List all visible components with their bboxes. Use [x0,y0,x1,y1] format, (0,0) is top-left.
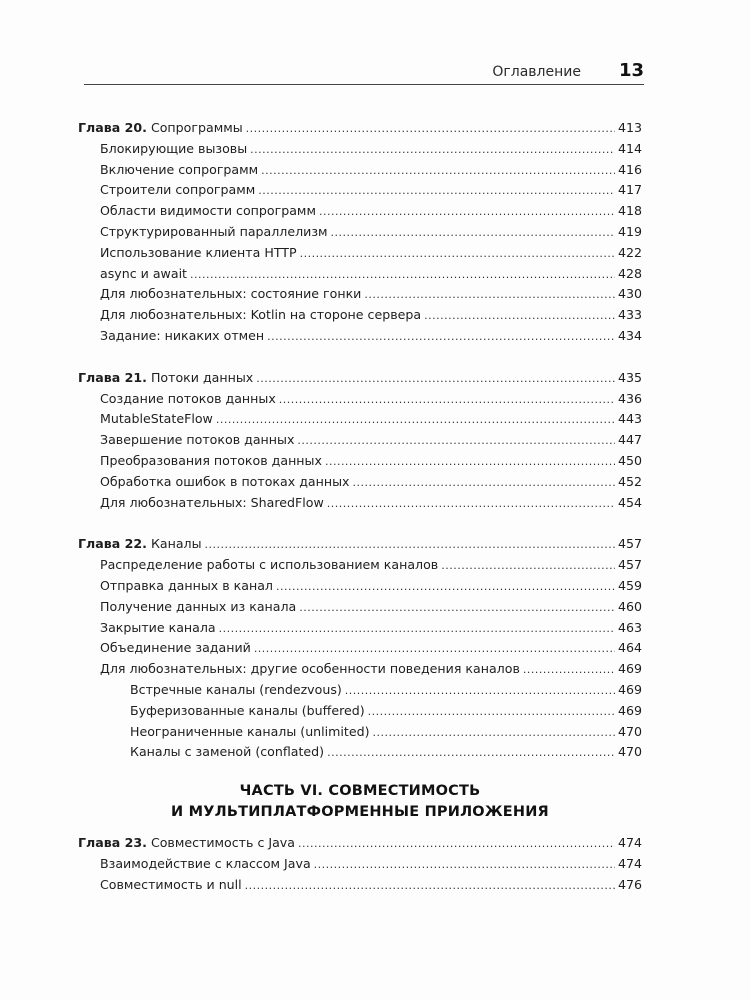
toc-page-number: 474 [617,855,642,871]
dot-leader [327,743,615,764]
chapter-prefix: Глава 23. [78,835,147,851]
toc-entry-label: Использование клиента HTTP [100,244,297,260]
toc-page-number: 435 [617,369,642,385]
toc-entry-label: Распределение работы с использованием каналов [100,557,439,573]
toc-entry-label: Отправка данных в канал [100,577,273,593]
toc-page-number: 457 [617,557,642,573]
toc-page-number: 428 [617,265,642,281]
dot-leader [250,140,615,161]
toc-page-number: 434 [617,327,642,343]
toc-entry[interactable] [78,618,642,639]
toc-page-number: 416 [617,161,642,177]
toc-page-number: 433 [617,307,642,323]
toc-entry-label: Создание потоков данных [100,390,276,406]
toc-entry[interactable] [78,555,642,576]
toc-entry[interactable] [78,638,642,659]
dot-leader [353,473,615,494]
dot-leader [276,577,615,598]
toc-page-number: 470 [617,744,642,760]
toc-page-number: 418 [617,203,642,219]
toc-entry-label: Области видимости сопрограмм [100,203,316,219]
toc-subentry[interactable] [78,680,642,701]
toc-chapter-23[interactable] [78,833,642,854]
toc-page-number: 452 [617,473,642,489]
toc-entry[interactable] [78,659,642,680]
dot-leader [279,390,615,411]
dot-leader [364,285,615,306]
toc-chapter-21[interactable] [78,368,642,389]
toc-entry-label: Для любознательных: другие особенности поведения каналов [100,661,520,677]
toc-page-number: 430 [617,286,642,302]
dot-leader [190,265,615,286]
toc-entry-label: Закрытие канала [100,619,216,635]
toc-page-number: 450 [617,452,642,468]
toc-entry[interactable] [78,180,642,201]
table-of-contents [78,118,642,896]
dot-leader [216,410,615,431]
toc-entry[interactable] [78,854,642,875]
toc-entry-label: Преобразования потоков данных [100,452,322,468]
toc-entry[interactable] [78,326,642,347]
section-gap [78,347,642,368]
toc-page-number: 474 [617,835,642,851]
toc-page-number: 422 [617,244,642,260]
toc-page-number: 476 [617,876,642,892]
toc-page-number: 469 [617,702,642,718]
toc-page-number: 413 [617,120,642,135]
toc-entry-label: Блокирующие вызовы [100,140,248,156]
dot-leader [256,369,615,390]
toc-page-number: 460 [617,598,642,614]
section-gap [78,513,642,534]
toc-page-number: 464 [617,640,642,656]
chapter-title: Сопрограммы [150,120,243,135]
dot-leader [319,202,615,223]
toc-entry[interactable] [78,139,642,160]
chapter-prefix: Глава 22. [78,536,147,552]
toc-entry[interactable] [78,222,642,243]
dot-leader [297,431,615,452]
running-header [84,60,644,82]
toc-entry-label: MutableStateFlow [100,411,213,427]
toc-entry-label: Объединение заданий [100,640,251,656]
toc-page-number: 457 [617,536,642,552]
dot-leader [245,876,615,897]
dot-leader [246,119,615,140]
toc-entry[interactable] [78,389,642,410]
toc-chapter-20[interactable] [78,118,642,139]
toc-entry-label: Завершение потоков данных [100,432,295,448]
dot-leader [254,639,615,660]
toc-entry-label: Встречные каналы (rendezvous) [130,681,342,697]
dot-leader [368,702,615,723]
toc-chapter-22[interactable] [78,534,642,555]
toc-entry[interactable] [78,493,642,514]
toc-entry-label: Структурированный параллелизм [100,223,328,239]
toc-subentry[interactable] [78,742,642,763]
header-rule [84,84,644,85]
toc-page-number: 447 [617,432,642,448]
dot-leader [345,681,615,702]
toc-page-number: 414 [617,140,642,156]
dot-leader [523,660,615,681]
toc-entry-label: Обработка ошибок в потоках данных [100,473,350,489]
toc-page-number: 417 [617,182,642,198]
toc-entry-label: Неограниченные каналы (unlimited) [130,723,370,739]
toc-entry[interactable] [78,264,642,285]
toc-entry-label: Для любознательных: SharedFlow [100,494,324,510]
dot-leader [299,598,615,619]
dot-leader [314,855,615,876]
toc-entry[interactable] [78,451,642,472]
toc-page-number: 443 [617,411,642,427]
toc-page-number: 454 [617,494,642,510]
toc-entry[interactable] [78,597,642,618]
chapter-prefix: Глава 21. [78,369,147,385]
toc-page-number: 469 [617,681,642,697]
toc-subentry[interactable] [78,722,642,743]
toc-entry[interactable] [78,472,642,493]
chapter-title: Совместимость с Java [150,835,295,851]
toc-entry-label: Задание: никаких отмен [100,327,265,343]
toc-entry[interactable] [78,576,642,597]
toc-entry[interactable] [78,201,642,222]
part-heading-line-2: И МУЛЬТИПЛАТФОРМЕННЫЕ ПРИЛОЖЕНИЯ [171,804,549,821]
dot-leader [300,244,615,265]
toc-entry-label: Буферизованные каналы (buffered) [130,702,365,718]
toc-entry-label: Включение сопрограмм [100,161,259,177]
dot-leader [205,535,615,556]
running-header-title: Оглавление [492,64,581,80]
dot-leader [441,556,615,577]
toc-entry[interactable] [78,875,642,896]
dot-leader [373,723,615,744]
toc-page-number: 463 [617,619,642,635]
dot-leader [327,494,615,515]
toc-entry[interactable] [78,430,642,451]
chapter-title: Каналы [150,536,202,552]
toc-page-number: 436 [617,390,642,406]
page-number: 13 [618,60,644,81]
toc-entry[interactable] [78,409,642,430]
dot-leader [267,327,615,348]
toc-page-number: 419 [617,223,642,239]
toc-entry[interactable] [78,160,642,181]
toc-page-number: 469 [617,661,642,677]
toc-entry-label: Совместимость и null [100,876,242,892]
dot-leader [261,161,615,182]
toc-page-number: 470 [617,723,642,739]
chapter-prefix: Глава 20. [78,120,147,135]
toc-subentry[interactable] [78,701,642,722]
toc-entry[interactable] [78,243,642,264]
dot-leader [325,452,615,473]
toc-entry-label: async и await [100,265,188,281]
toc-entry-label: Взаимодействие с классом Java [100,855,311,871]
dot-leader [219,619,615,640]
toc-entry-label: Получение данных из канала [100,598,297,614]
part-heading [78,781,642,823]
toc-entry-label: Для любознательных: Kotlin на стороне сервера [100,307,422,323]
chapter-title: Потоки данных [150,369,254,385]
part-heading-line-1: ЧАСТЬ VI. СОВМЕСТИМОСТЬ [239,783,481,800]
dot-leader [331,223,615,244]
toc-entry-label: Каналы с заменой (conflated) [130,744,325,760]
dot-leader [298,834,615,855]
dot-leader [258,181,615,202]
toc-entry-label: Строители сопрограмм [100,182,256,198]
toc-page-number: 459 [617,577,642,593]
toc-entry-label: Для любознательных: состояние гонки [100,286,362,302]
toc-entry[interactable] [78,284,642,305]
toc-entry[interactable] [78,305,642,326]
dot-leader [424,306,615,327]
